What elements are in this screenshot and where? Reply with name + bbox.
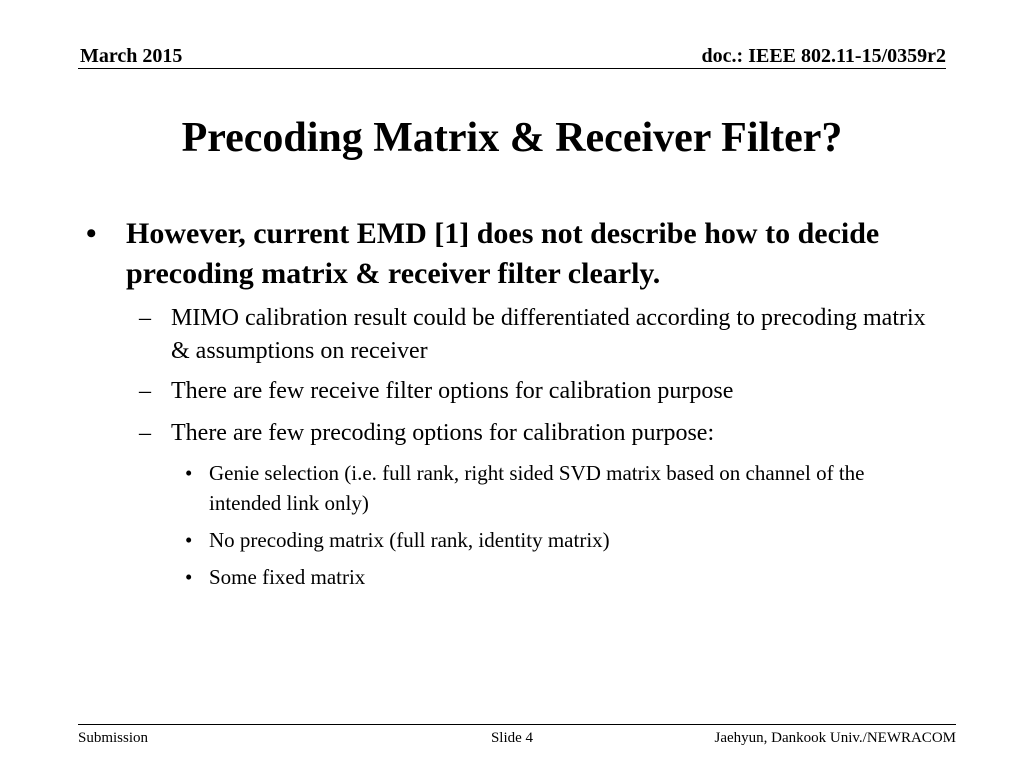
bullet-marker: • [185, 565, 193, 589]
footer-submission: Submission [78, 730, 149, 746]
bullet-text: There are few precoding options for calibration purpose: [171, 420, 715, 446]
bullet-marker: • [185, 528, 193, 552]
bullet-level1 [86, 214, 916, 294]
bullet-level3 [185, 525, 909, 555]
slide-title: Precoding Matrix & Receiver Filter? [181, 115, 843, 161]
bullet-level2 [139, 302, 931, 368]
bullet-text: There are few receive filter options for calibration purpose [171, 378, 734, 404]
bullet-level2 [139, 375, 931, 408]
header-date: March 2015 [80, 45, 183, 67]
footer-author: Jaehyun, Dankook Univ./NEWRACOM [714, 730, 956, 746]
bullet-marker: – [139, 305, 151, 331]
bullet-level3 [185, 562, 909, 592]
bullet-marker: • [86, 217, 97, 250]
header-divider [78, 68, 946, 69]
bullet-text: MIMO calibration result could be differentiated according to precoding matrix & assumptions on receiver [171, 305, 926, 364]
bullet-marker: • [185, 461, 193, 485]
bullet-marker: – [139, 420, 151, 446]
bullet-text: Some fixed matrix [209, 565, 366, 589]
bullet-marker: – [139, 378, 151, 404]
bullet-level2 [139, 417, 931, 450]
bullet-text: However, current EMD [1] does not describe how to decide precoding matrix & receiver filter clearly. [126, 217, 880, 290]
footer-slide-number: Slide 4 [490, 730, 534, 746]
bullet-text: Genie selection (i.e. full rank, right sided SVD matrix based on channel of the intended link only) [209, 461, 865, 515]
header-doc-id: doc.: IEEE 802.11-15/0359r2 [701, 45, 946, 67]
bullet-level3 [185, 458, 909, 518]
bullet-text: No precoding matrix (full rank, identity matrix) [209, 528, 610, 552]
footer-divider [78, 724, 956, 725]
